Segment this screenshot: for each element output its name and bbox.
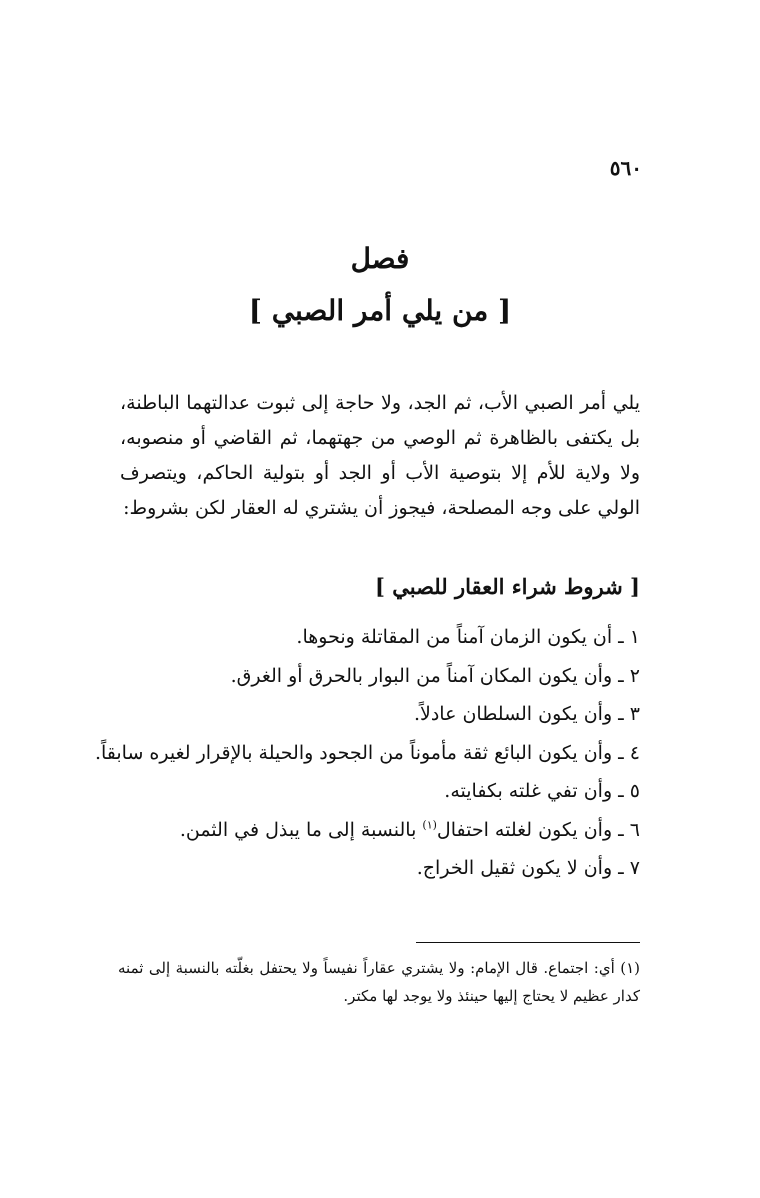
condition-item: ٢ ـ وأن يكون المكان آمناً من البوار بالحرق أو الغرق. (230, 664, 640, 687)
condition-item: ٧ ـ وأن لا يكون ثقيل الخراج. (416, 857, 640, 879)
page-number: ٥٦٠ (609, 156, 642, 180)
chapter-subtitle: [ من يلي أمر الصبي ] (248, 294, 512, 327)
condition-item: ٥ ـ وأن تفي غلته بكفايته. (444, 780, 640, 802)
footnote-reference[interactable]: (١) (422, 818, 437, 832)
condition-item: ٤ ـ وأن يكون البائع ثقة مأموناً من الجحود والحيلة بالإقرار لغيره سابقاً. (94, 741, 640, 764)
condition-text-after: بالنسبة إلى ما يبذل في الثمن. (179, 818, 423, 841)
footnote-divider (416, 942, 640, 943)
condition-item: ١ ـ أن يكون الزمان آمناً من المقاتلة ونحوها. (296, 626, 640, 648)
condition-item (100, 811, 640, 850)
conditions-list (94, 618, 640, 888)
condition-item: ٣ ـ وأن يكون السلطان عادلاً. (413, 703, 640, 725)
section-heading: [ شروط شراء العقار للصبي ] (375, 574, 640, 599)
body-paragraph: يلي أمر الصبي الأب، ثم الجد، ولا حاجة إلى ثبوت عدالتهما الباطنة، بل يكتفى بالظاهرة ثم الوصي من جهتهما، ثم القاضي أو منصوبه، ولا ولاية للأم إلا بتوصية الأب أو الجد أو بتولية الحاكم، ويتصرف الولي على وجه المصلحة، فيجوز أن يشتري له العقار لكن بشروط: (120, 392, 640, 519)
body-paragraph-block (120, 386, 640, 526)
footnote-text: (١) أي: اجتماع. قال الإمام: ولا يشتري عقاراً نفيساً ولا يحتفل بغلّته بالنسبة إلى ثمنه كدار عظيم لا يحتاج إليها حينئذ ولا يوجد لها مكتر. (118, 959, 640, 1005)
condition-text-before: ٦ ـ وأن يكون لغلته احتفال (436, 818, 640, 841)
chapter-title: فصل (350, 242, 410, 275)
footnote-block (118, 954, 640, 1010)
